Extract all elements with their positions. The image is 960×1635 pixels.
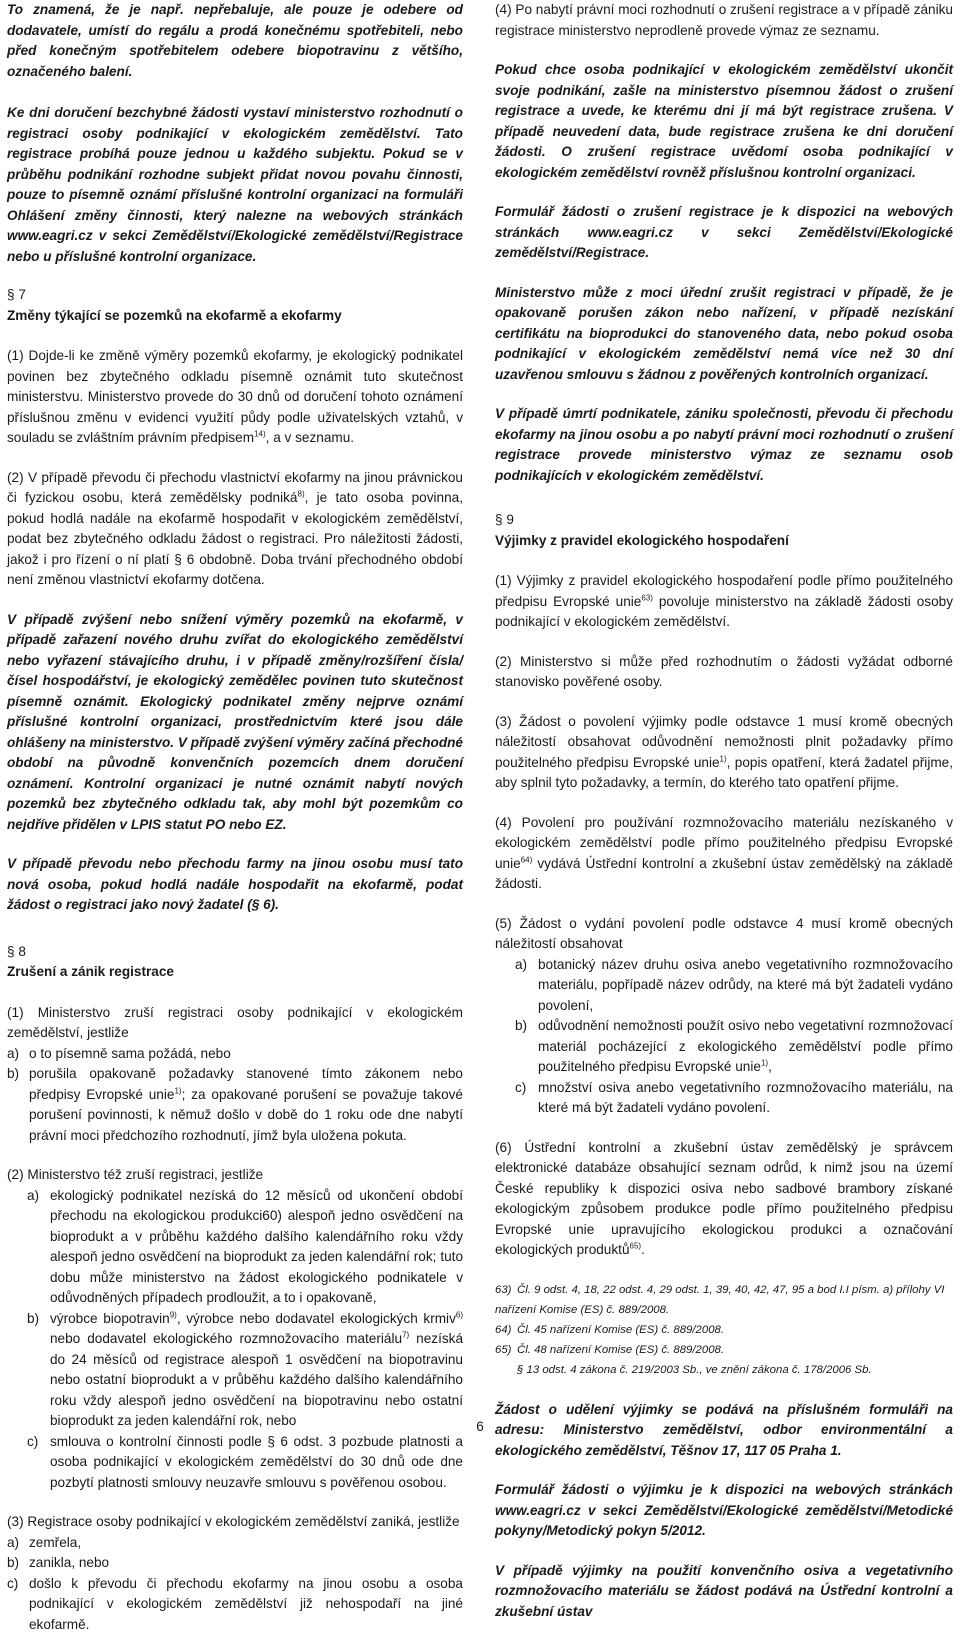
list-text-tail: nezíská do 24 měsíců od registrace alespoň 1 osvědčení na biopotravinu nebo ostatní bioprodukt a v průběhu každého dalšího kalendářního roku vždy alespoň jedno osvědčení na biopotravinu nebo ostatní bioprodukt za jeden kalendářní rok, nebo (50, 1331, 463, 1428)
list-text: došlo k převodu či přechodu ekofarmy na jinou osobu a osoba podnikající v ekologickém zemědělství již nehospodaří na jiné ekofarmě. (29, 1576, 463, 1632)
section-9-paragraph-6 (495, 1138, 953, 1261)
section-8-paragraph-3-intro: (3) Registrace osoby podnikající v ekologickém zemědělství zaniká, jestliže (7, 1512, 463, 1533)
footnotes (495, 1280, 953, 1380)
section-7-commentary-1: V případě zvýšení nebo snížení výměry pozemků na ekofarmě, v případě zařazení nového druhu zvířat do ekologického zemědělství nebo vyřazení stávajícího druhu, i v případě změny/rozšíření čísla/čísel hospodářství, je ekologický zemědělec povinen tuto skutečnost písemně oznámit. Ekologický podnikatel změny nejprve oznámí příslušné kontrolní organizaci, prostřednictvím které jsou dále ohlášeny na ministerstvo. V případě zvýšení výměry začíná přechodné období na původně konvenčních pozemcích dnem doručení oznámení. Kontrolní organizaci je nutné oznámit nabytí nových pozemků bez zbytečného odkladu tak, aby mohl být pozemkům co nejdříve přidělen v LPIS statut PO nebo EZ. (7, 610, 463, 836)
list-label: b) (515, 1016, 527, 1037)
list-text: , výrobce nebo dodavatel ekologických krmiv (177, 1311, 456, 1326)
section-7-title: Změny týkající se pozemků na ekofarmě a ekofarmy (7, 306, 463, 327)
s9-p3-tail: , popis opatření, která žadatel přijme, aby splnil tyto požadavky, a termín, do kterého tato opatření přijme. (495, 755, 953, 791)
footnote-ref: 64) (521, 855, 533, 864)
form-availability-commentary: Formulář žádosti o zrušení registrace je k dispozici na webových stránkách www.eagri.cz v sekci Zemědělství/Ekologické zemědělství/Registrace. (495, 202, 953, 264)
footnote-ref: 6) (456, 1310, 463, 1319)
footnote-text: Čl. 45 nařízení Komise (ES) č. 889/2008. (517, 1324, 724, 1336)
section-7-commentary-2: V případě převodu nebo přechodu farmy na jinou osobu musí tato nová osoba, pokud hodlá nadále hospodařit na ekofarmě, podat žádost o registraci jako nový žadatel (§ 6). (7, 854, 463, 916)
section-9-paragraph-2: (2) Ministerstvo si může před rozhodnutím o žádosti vyžádat odborné stanovisko pověřené osoby. (495, 652, 953, 693)
footnote-ref: 1) (761, 1058, 768, 1067)
list-label: a) (27, 1186, 39, 1207)
footnote-ref: 14) (254, 429, 266, 438)
list-item (7, 1574, 463, 1635)
s9-p4-tail: vydává Ústřední kontrolní a zkušební ústav zemědělský na základě žádosti. (495, 856, 953, 892)
page-number: 6 (0, 1417, 960, 1438)
list-label: a) (7, 1044, 19, 1065)
list-label: b) (7, 1553, 19, 1574)
list-label: c) (27, 1432, 38, 1453)
footnote-ref: 8) (298, 489, 305, 498)
list-label: b) (7, 1064, 19, 1085)
footnote-63 (495, 1280, 953, 1320)
section-8-paragraph-1-intro: (1) Ministerstvo zruší registraci osoby podnikající v ekologickém zemědělství, jestliže (7, 1003, 463, 1044)
footnote-ref: 65) (630, 1241, 642, 1250)
s9-p1-tail: povoluje ministerstvo na základě žádosti osoby podnikající v ekologickém zemědělství. (495, 594, 953, 630)
list-label: a) (7, 1533, 19, 1554)
s9-p3-text: (3) Žádost o povolení výjimky podle odstavce 1 musí kromě obecných náležitostí obsahovat odůvodnění nemožnosti plnit požadavky přímo použitelného předpisu Evropské unie (495, 714, 953, 770)
list-item (7, 1044, 463, 1065)
list-text: botanický název druhu osiva anebo vegetativního rozmnožovacího materiálu, popřípadě název odrůdy, na které má být žadateli vydáno povolení, (538, 957, 953, 1013)
left-column (7, 0, 463, 1635)
footnote-ref: 63) (641, 593, 653, 602)
list-text: o to písemně sama požádá, nebo (29, 1046, 231, 1061)
seed-exemption-commentary: V případě výjimky na použití konvenčního osiva a vegetativního rozmnožovacího materiálu se žádost podává na Ústřední kontrolní a zkušební ústav (495, 1561, 953, 1623)
list-label: b) (27, 1309, 39, 1330)
section-8-title: Zrušení a zánik registrace (7, 962, 463, 983)
section-7-number: § 7 (7, 285, 463, 306)
section-8-number: § 8 (7, 942, 463, 963)
footnote-ref: 1) (720, 754, 727, 763)
list-text: výrobce biopotravin (50, 1311, 170, 1326)
section-7-paragraph-2 (7, 468, 463, 591)
s9-p1-text: (1) Výjimky z pravidel ekologického hospodaření podle přímo použitelného předpisu Evropské unie (495, 573, 953, 609)
list-item (7, 1186, 463, 1309)
s7-p2-tail: , je tato osoba povinna, pokud hodlá nadále na ekofarmě hospodařit v ekologickém zemědělství, podat bez zbytečného odkladu žádost o registraci. Pro náležitosti žádosti, jakož i pro řízení o ní platí § 6 obdobně. Doba trvání přechodného období není změnou vlastnictví ekofarmy dotčena. (7, 490, 463, 587)
list-item (7, 1432, 463, 1494)
commentary-text: O zrušení registrace uvědomí osoba podnikající v ekologickém zemědělství rovněž příslušnou kontrolní organizaci. (495, 144, 953, 180)
registration-decision-text: Ke dni doručení bezchybné žádosti vystaví ministerstvo rozhodnutí o registraci osoby podnikající v ekologickém zemědělství. Tato registrace probíhá pouze jednou u každého subjektu. (7, 105, 463, 161)
commentary-text: V případě neuvedení data, bude registrace zrušena ke dni doručení žádosti. (495, 103, 953, 159)
section-9-number: § 9 (495, 510, 953, 531)
section-8-paragraph-4: (4) Po nabytí právní moci rozhodnutí o zrušení registrace a v případě zániku registrace ministerstvo neprodleně provede výmaz ze seznamu. (495, 0, 953, 41)
footnote-ref: 9) (170, 1310, 177, 1319)
footnote-label: 63) (495, 1280, 517, 1300)
section-9-paragraph-3 (495, 712, 953, 794)
death-dissolution-commentary: V případě úmrtí podnikatele, zániku společnosti, převodu či přechodu ekofarmy na jinou osobu a po nabytí právní moci rozhodnutí o zrušení registrace provede ministerstvo výmaz ze seznamu osob podnikajících v ekologickém zemědělství. (495, 404, 953, 486)
registration-decision-paragraph (7, 103, 463, 267)
list-text: smlouva o kontrolní činnosti podle § 6 odst. 3 pozbude platnosti a osoba podnikající v ekologickém zemědělství do 30 dnů ode dne pozbytí platnosti smlouvy neuzavře smlouvu s pověřenou osobou. (50, 1434, 463, 1490)
exemption-form-commentary: Formulář žádosti o výjimku je k dispozici na webových stránkách www.eagri.cz v sekci Zemědělství/Ekologické zemědělství/Metodické pokyny/Metodický pokyn 5/2012. (495, 1480, 953, 1542)
list-text: ekologický podnikatel nezíská do 12 měsíců od ukončení období přechodu na ekologickou produkci60) alespoň jedno osvědčení na bioprodukt a v průběhu každého dalšího kalendářního roku vždy alespoň jedno osvědčení na bioprodukt za jeden kalendářní rok; tuto dobu může ministerstvo na žádost ekologického podnikatele v odůvodněných případech prodloužit, a to i opakovaně, (50, 1188, 463, 1306)
s9-p4-text: (4) Povolení pro používání rozmnožovacího materiálu nezískaného v ekologickém zemědělství podle přímo použitelného předpisu Evropské unie (495, 815, 953, 871)
footnote-text: Čl. 9 odst. 4, 18, 22 odst. 4, 29 odst. 1, 39, 40, 42, 47, 95 a bod I.I písm. a) přílohy VI nařízení Komise (ES) č. 889/2008. (495, 1284, 944, 1316)
list-label: c) (7, 1574, 18, 1595)
footnote-ref: 1) (174, 1086, 181, 1095)
list-item (7, 1533, 463, 1554)
section-9-paragraph-5-intro: (5) Žádost o vydání povolení podle odstavce 4 musí kromě obecných náležitostí obsahovat (495, 914, 953, 955)
list-text: množství osiva anebo vegetativního rozmnožovacího materiálu, na které má být žadateli vydáno povolení. (538, 1080, 953, 1116)
s9-p6-tail: . (641, 1242, 645, 1257)
list-item (7, 1553, 463, 1574)
list-item (495, 1078, 953, 1119)
list-text-tail: , (768, 1059, 772, 1074)
list-text: zemřela, (29, 1535, 81, 1550)
footnote-64 (495, 1320, 953, 1340)
footnote-label: 65) (495, 1340, 517, 1360)
section-7-paragraph-1 (7, 346, 463, 449)
list-label: a) (515, 955, 527, 976)
list-item (7, 1064, 463, 1146)
list-text: porušila opakovaně požadavky stanovené tímto zákonem nebo předpisy Evropské unie (29, 1066, 463, 1102)
list-text: zanikla, nebo (29, 1555, 109, 1570)
footnote-section-13: § 13 odst. 4 zákona č. 219/2003 Sb., ve znění zákona č. 178/2006 Sb. (495, 1360, 953, 1380)
s7-p2-text: (2) V případě převodu či přechodu vlastnictví ekofarmy na jinou právnickou či fyzickou osobu, která zemědělsky podniká (7, 470, 463, 506)
footnote-ref: 7) (402, 1330, 409, 1339)
section-9-paragraph-4 (495, 813, 953, 895)
list-label: c) (515, 1078, 526, 1099)
section-8-paragraph-2-intro: (2) Ministerstvo též zruší registraci, jestliže (7, 1165, 463, 1186)
intro-italic-paragraph: To znamená, že je např. nepřebaluje, ale pouze je odebere od dodavatele, umístí do regálu a prodá konečnému spotřebiteli, nebo před konečným spotřebitelem odebere biopotravinu z většího, označeného balení. (7, 0, 463, 82)
list-text: odůvodnění nemožnosti použít osivo nebo vegetativní rozmnožovací materiál pocházející z ekologického zemědělství podle přímo použitelného předpisu Evropské unie (538, 1018, 953, 1074)
footnote-label: 64) (495, 1320, 517, 1340)
ex-officio-cancellation-commentary: Ministerstvo může z moci úřední zrušit registraci v případě, že je opakovaně porušen zákon nebo nařízení, v případě nezískání certifikátu na bioprodukci do stanoveného data, nebo pokud osoba podnikající v ekologickém zemědělství nemá více než 30 dní uzavřenou smlouvu s žádnou z pověřených kontrolních organizací. (495, 283, 953, 386)
footnote-text: Čl. 48 nařízení Komise (ES) č. 889/2008. (517, 1344, 724, 1356)
s9-p6-text: (6) Ústřední kontrolní a zkušební ústav zemědělský je správcem elektronické databáze obsahující seznam odrůd, k nimž jsou na území České republiky k dispozici osiva nebo sadbové brambory získané ekologickým způsobem produkce podle přímo použitelného předpisu Evropské unie upravujícího ekologickou produkci a označování ekologických produktů (495, 1140, 953, 1258)
list-text: nebo dodavatel ekologického rozmnožovacího materiálu (50, 1331, 402, 1346)
exemption-address-commentary: Žádost o udělení výjimky se podává na příslušném formuláři na adresu: Ministerstvo zemědělství, odbor environmentální a ekologického zemědělství, Těšnov 17, 117 05 Praha 1. (495, 1400, 953, 1462)
list-item (495, 1016, 953, 1078)
section-9-paragraph-1 (495, 571, 953, 633)
commentary-text: Pokud chce osoba podnikající v ekologickém zemědělství ukončit svoje podnikání, zašle na ministerstvo písemnou žádost o zrušení registrace a uvede, ke kterému dni jí má být registrace zrušena. (495, 62, 953, 118)
s7-p1-text: (1) Dojde-li ke změně výměry pozemků ekofarmy, je ekologický podnikatel povinen bez zbytečného odkladu písemně oznámit tuto skutečnost ministerstvu. Ministerstvo provede do 30 dnů od doručení tohoto oznámení příslušnou změnu v evidenci využití půdy podle uživatelských vztahů, v souladu se zvláštním právním předpisem (7, 348, 463, 445)
right-column (495, 0, 953, 1622)
list-item (7, 1309, 463, 1432)
list-item (495, 955, 953, 1017)
section-9-title: Výjimky z pravidel ekologického hospodaření (495, 531, 953, 552)
s7-p1-tail: , a v seznamu. (266, 430, 354, 445)
list-text-tail: ; za opakované porušení se považuje takové porušení povinnosti, k němuž došlo v době do 1 roku ode dne nabytí právní moci předchozího rozhodnutí, jímž byla uložena pokuta. (29, 1087, 463, 1143)
termination-commentary (495, 60, 953, 183)
activity-change-text: Pokud se v průběhu podnikání rozhodne subjekt přidat novou povahu činnosti, pouze to písemně oznámí příslušné kontrolní organizaci na formuláři Ohlášení změny činnosti, který nalezne na webových stránkách www.eagri.cz v sekci Zemědělství/Ekologické zemědělství/Registrace nebo u příslušné kontrolní organizace. (7, 146, 463, 264)
footnote-65 (495, 1340, 953, 1360)
